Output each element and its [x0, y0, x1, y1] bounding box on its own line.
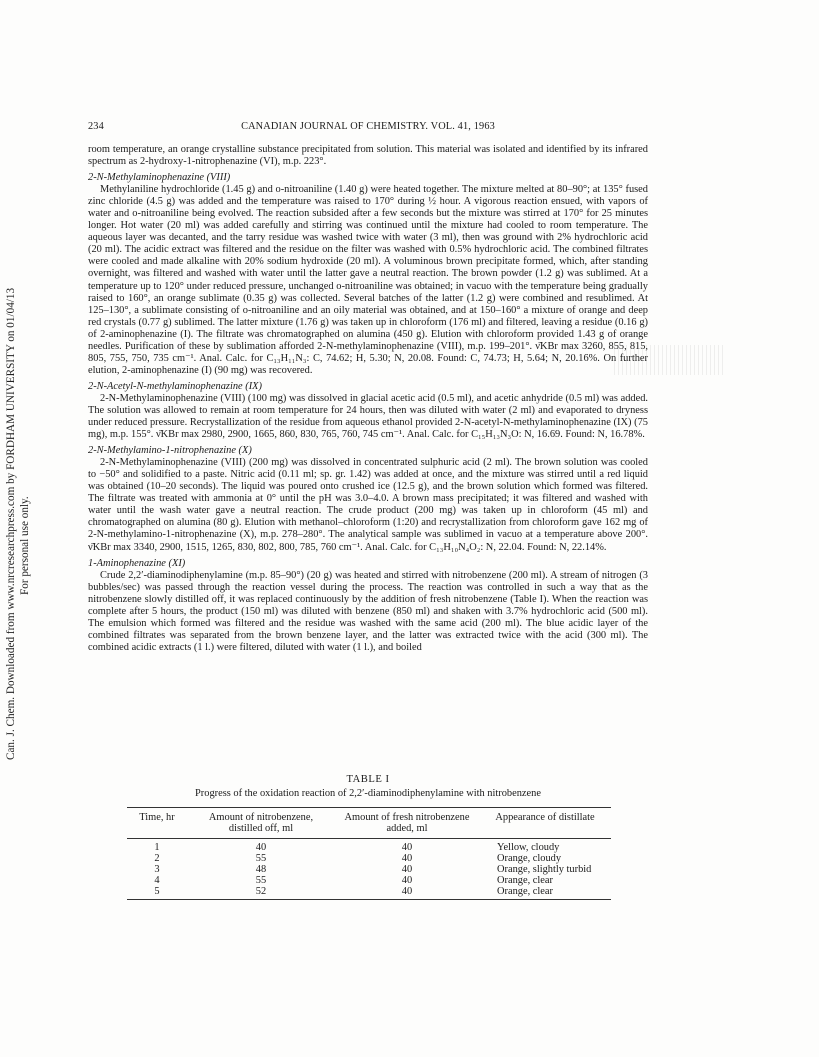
table-cell: Orange, cloudy: [497, 853, 562, 864]
table-cell: 40: [255, 842, 267, 853]
paragraph: Crude 2,2′-diaminodiphenylamine (m.p. 85–90°) (20 g) was heated and stirred with nitrobenzene (200 ml). A stream of nitrogen (3 bubbles/sec) was passed through the reaction vessel during the process. The reaction was controlled in such a way that as the nitrobenzene slowly distilled off, it was replaced continuously by the addition of fresh nitrobenzene (Table I). When the reaction was complete after 5 hours, the product (150 ml) was diluted with benzene (850 ml) and shaken with 3.7% hydrochloric acid (500 ml). The emulsion which formed was filtered and the residue was washed with the same acid (200 ml). The blue acidic layer of the combined filtrates was separated from the brown benzene layer, and the latter was extracted twice with the acid (300 ml). The combined acidic extracts (1 l.) were filtered, diluted with water (1 l.), and boiled: [88, 569, 648, 653]
page-number: 234: [88, 121, 104, 132]
table-header-cell: Appearance of distillate: [479, 808, 611, 839]
paragraph: room temperature, an orange crystalline substance precipitated from solution. This material was isolated and identified by its infrared spectrum as 2-hydroxy-1-nitrophenazine (VI), m.p. 223°.: [88, 144, 648, 168]
article-body: [88, 144, 648, 654]
scan-noise: [614, 345, 724, 375]
paragraph: 2-N-Methylaminophenazine (VIII) (100 mg) was dissolved in glacial acetic acid (0.5 ml), and acetic anhydride (0.5 ml) was added. The solution was allowed to remain at room temperature for 24 hours, then was diluted with water (2 ml) and evaporated to dryness under reduced pressure. Recrystallization of the residue from aqueous ethanol provided 2-N-acetyl-N-methylaminophenazine (IX) (75 mg), m.p. 155°. ν̄KBr max 2980, 2900, 1665, 860, 830, 765, 760, 745 cm⁻¹. Anal. Calc. for C₁₅H₁₃N₃O: N, 16.69. Found: N, 16.78%.: [88, 392, 648, 441]
data-table: [127, 807, 611, 900]
running-header: [88, 121, 648, 135]
table-header-cell: Amount of fresh nitrobenzene added, ml: [335, 808, 479, 839]
table-cell: 55: [255, 853, 267, 864]
table-row: [127, 875, 611, 886]
table-row: [127, 839, 611, 854]
section-heading: 2-N-Methylamino-1-nitrophenazine (X): [88, 445, 252, 457]
table-cell: Orange, slightly turbid: [497, 864, 592, 875]
table-row: [127, 886, 611, 900]
table-cell: 48: [255, 864, 267, 875]
table-cell: 3: [154, 864, 160, 875]
table-caption: Progress of the oxidation reaction of 2,2′-diaminodiphenylamine with nitrobenzene: [195, 788, 541, 799]
table-cell: 40: [401, 875, 413, 886]
section-heading: 1-Aminophenazine (XI): [88, 557, 186, 569]
table-header-cell: Amount of nitrobenzene, distilled off, ml: [187, 808, 335, 839]
table-cell: 40: [401, 853, 413, 864]
table-row: [127, 864, 611, 875]
table-title: TABLE I: [346, 774, 390, 785]
section-heading: 2-N-Acetyl-N-methylaminophenazine (IX): [88, 380, 262, 392]
section-heading: 2-N-Methylaminophenazine (VIII): [88, 172, 231, 184]
table-cell: 2: [154, 853, 160, 864]
table-cell: 4: [154, 875, 160, 886]
journal-title: CANADIAN JOURNAL OF CHEMISTRY. VOL. 41, 1963: [241, 121, 495, 132]
table-header-row: [127, 808, 611, 839]
table-cell: Orange, clear: [479, 886, 611, 900]
table-cell: 55: [255, 875, 267, 886]
table-cell: 40: [335, 886, 479, 900]
table-cell: 1: [154, 842, 160, 853]
table-cell: Yellow, cloudy: [497, 842, 560, 853]
table-cell: 5: [127, 886, 187, 900]
table-row: [127, 853, 611, 864]
paragraph: 2-N-Methylaminophenazine (VIII) (200 mg) was dissolved in concentrated sulphuric acid (2 ml). The brown solution was cooled to −50° and solidified to a paste. Nitric acid (0.11 ml; sp. gr. 1.42) was added at once, and the mixture was stirred until a red liquid was obtained (10–20 seconds). The liquid was poured onto crushed ice (12.5 g), and the brown solution which formed was filtered. The filtrate was treated with ammonia at 0° until the pH was 3.0–4.0. A brown mass precipitated; it was filtered and washed with water until the wash water gave a neutral reaction. The crude product (200 mg) was taken up in chloroform (45 ml) and chromatographed on alumina (80 g). Elution with methanol–chloroform (1:20) and recrystallization from chloroform gave 162 mg of 2-N-methylamino-1-nitrophenazine (X), m.p. 278–280°. The analytical sample was sublimed in vacuo at a temperature above 200°. ν̄KBr max 3340, 2900, 1515, 1265, 830, 802, 800, 785, 760 cm⁻¹. Anal. Calc. for C₁₃H₁₀N₄O₂: N, 22.04. Found: N, 22.14%.: [88, 457, 648, 553]
table-cell: 40: [401, 842, 413, 853]
table-header-cell: Time, hr: [127, 808, 187, 839]
download-watermark: [0, 0, 37, 1057]
table-cell: 40: [401, 864, 413, 875]
paragraph: Methylaniline hydrochloride (1.45 g) and o-nitroaniline (1.40 g) were heated together. The mixture melted at 80–90°; at 135° fused zinc chloride (4.5 g) was added and the temperature was raised to 170° during ½ hour. A vigorous reaction ensued, with vapors of water and o-nitroaniline being evolved. The reaction subsided after a few seconds but the mixture was stirred at 170° for 25 minutes longer. Hot water (20 ml) was added carefully and stirring was continued until the mixture had cooled to room temperature. The aqueous layer was decanted, and the tarry residue was washed twice with water (3 ml), then was ground with 2% hydrochloric acid (20 ml). The acidic extract was filtered and the residue on the filter was washed with 0.5% hydrochloric acid. The combined filtrates were cooled and made alkaline with 20% sodium hydroxide (20 ml). A voluminous brown precipitate formed, which, after standing overnight, was filtered and washed with water until the latter gave a neutral reaction. The brown powder (1.2 g) was sublimed. At a temperature up to 120° under reduced pressure, unchanged o-nitroaniline was obtained; in vacuo with the temperature being gradually raised to 160°, an orange sublimate (0.35 g) was collected. Several batches of the latter (1.2 g) were combined and resublimed. At 125–130°, a sublimate consisting of o-nitroaniline and an oily material was obtained, and at 150–160° a mixture of orange and deep red crystals (0.77 g) sublimed. The latter mixture (1.76 g) was taken up in chloroform (176 ml) and filtered, leaving a residue (0.16 g) of 2-aminophenazine (I). The filtrate was chromatographed on alumina (450 g). Elution with chloroform provided 1.43 g of orange needles. Purification of these by sublimation afforded 2-N-methylaminophenazine (VIII), m.p. 199–201°. ν̄KBr max 3260, 855, 815, 805, 755, 750, 735 cm⁻¹. Anal. Calc. for C₁₃H₁₁N₃: C, 74.62; H, 5.30; N, 20.08. Found: C, 74.73; H, 5.64; N, 20.16%. On further elution, 2-aminophenazine (I) (90 mg) was recovered.: [88, 184, 648, 376]
table-cell: 52: [187, 886, 335, 900]
watermark-line-2: For personal use only.: [19, 496, 31, 595]
table-cell: Orange, clear: [497, 875, 553, 886]
watermark-line-1: Can. J. Chem. Downloaded from www.nrcresearchpress.com by FORDHAM UNIVERSITY on 01/04/13: [5, 287, 17, 760]
